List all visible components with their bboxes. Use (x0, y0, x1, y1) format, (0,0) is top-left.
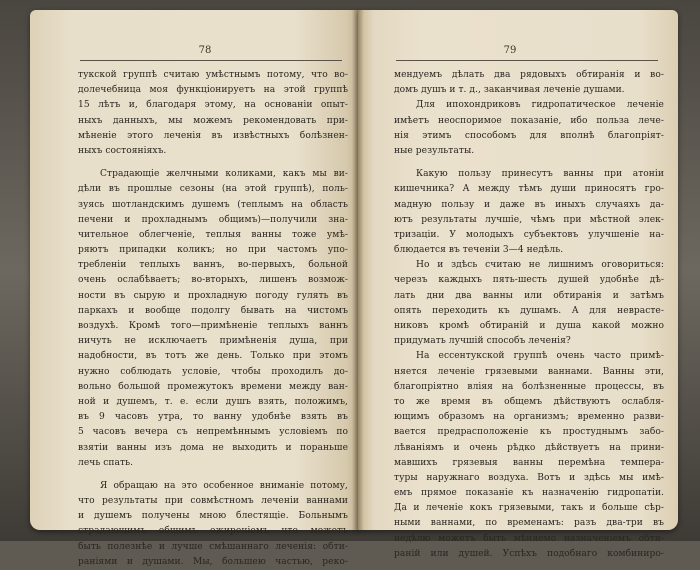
text-line: раніями и душами. Мы, большею частью, реко- (78, 556, 348, 567)
page-body-text (78, 68, 348, 570)
header-rule (396, 60, 658, 61)
text-line: надобности, въ тотъ же день. Только при этомъ (78, 351, 348, 362)
text-line: опять переходить къ душамъ. А для неврасте- (394, 305, 664, 316)
text-line: 5 часовъ вечера съ непремѣннымъ условіемъ по (78, 427, 348, 438)
text-line: взятіи ванны изъ дома не выходить и пораньше (78, 442, 348, 453)
text-line: ными ваннами, по временамъ: разъ два-три въ (394, 518, 664, 529)
text-line: Для ипохондриковъ гидропатическое леченіе (416, 100, 664, 111)
text-line: въ 9 часовъ утра, то ванну удобнѣе взять въ (78, 412, 348, 423)
text-line: ности въ сырую и прохладную погоду гулять въ (78, 290, 348, 301)
text-line: блюдается въ теченіи 3—4 недѣль. (394, 245, 564, 256)
paragraph-gap (394, 159, 664, 167)
text-line: тризаціи. У молодыхъ субъектовъ улучшеніе на- (394, 229, 664, 240)
text-line: мендуемъ дѣлать два рядовыхъ обтиранія и во- (394, 70, 664, 80)
text-line: ющимъ образомъ на организмъ; временно разви- (394, 412, 664, 423)
paragraph-gap (78, 159, 348, 167)
text-line: ныхъ данныхъ, мы можемъ рекомендовать при- (78, 115, 348, 126)
text-line: имѣетъ неоспоримое показаніе, ибо польза лече- (394, 115, 664, 126)
text-line: Какую пользу принесутъ ванны при атоніи (416, 169, 664, 180)
text-line: что результаты при совмѣстномъ леченіи ваннами (78, 496, 348, 507)
text-line: недѣлю можетъ быть мѣняемо назначеніемъ обти- (394, 533, 664, 544)
text-line: долечебница моя функціонируетъ на этой группѣ (78, 85, 348, 96)
text-line: лать дни два ванны или обтиранія и затѣмъ (394, 290, 664, 301)
text-line: няется леченіе грязевыми ваннами. Ванны эти, (394, 366, 664, 377)
text-line: то же время въ общемъ дѣйствуютъ ослабля- (394, 396, 664, 407)
text-line: 15 лѣтъ и, благодаря этому, на основаніи опыт- (78, 100, 348, 111)
text-line: очень ослабѣваетъ; во-вторыхъ, лишенъ возмож- (78, 275, 348, 286)
text-line: емъ прямое показаніе къ назначенію гидропатіи. (394, 488, 664, 499)
text-line: лечь спать. (78, 457, 134, 468)
text-line: На ессентукской группѣ очень часто примѣ- (416, 351, 664, 362)
text-line: Страдающіе желчными коликами, какъ мы ви- (100, 169, 348, 180)
page-body-text (394, 68, 664, 562)
text-line: Я обращаю на это особенное вниманіе потому, (100, 480, 348, 491)
text-line: требленіи теплыхъ ваннъ, во-первыхъ, больной (78, 260, 348, 271)
header-rule (80, 60, 342, 61)
text-line: зуясь шотландскимъ душемъ (теплымъ на область (78, 199, 348, 210)
text-line: паркахъ и вообще подолгу бывать на чистомъ (78, 305, 348, 316)
text-line: лѣваніямъ и очень рѣдко дѣйствуетъ на прини- (394, 442, 664, 453)
text-line: чительное облегченіе, теплыя ванны тоже умѣ- (78, 229, 348, 240)
text-line: тукской группѣ считаю умѣстнымъ потому, что во- (78, 70, 348, 80)
text-line: черезъ каждыхъ пять-шесть душей удобнѣе дѣ- (394, 275, 664, 286)
text-line: придумать лучшій способъ леченія? (394, 336, 571, 347)
text-line: ничуть не исключаетъ примѣненія душа, при (78, 336, 348, 347)
text-line: дѣли въ прошлые сезоны (на этой группѣ), поль- (78, 184, 348, 195)
text-line: мѣненіе этого леченія въ извѣстныхъ болѣзнен- (78, 130, 348, 141)
text-line: туры наружнаго воздуха. Вотъ и здѣсь мы имѣ- (394, 472, 664, 483)
text-line: ные результаты. (394, 145, 475, 156)
text-line: нужно соблюдать условіе, чтобы проходилъ до- (78, 366, 348, 377)
text-line: раній или душей. Успѣхъ подобнаго комбиниро- (394, 548, 664, 559)
text-line: Но и здѣсь считаю не лишнимъ оговориться: (416, 260, 664, 271)
text-line: Да и леченіе кокъ грязевыми, такъ и больше сѣр- (394, 503, 664, 514)
page-number: 78 (198, 45, 212, 56)
text-line: печени и прохладнымъ общимъ)—получили зна- (78, 214, 348, 225)
text-line: благопріятно вліяя на болѣзненные процессы, въ (394, 381, 664, 392)
text-line: воздухѣ. Кромѣ того—примѣненіе теплыхъ ваннъ (78, 321, 348, 331)
text-line: никовъ кромѣ обтираній и душа какой можно (394, 321, 664, 331)
text-line: мадную пользу и даже въ иныхъ случаяхъ да- (394, 199, 664, 210)
text-line: ной и душемъ, т. е. если душъ взять, положимъ, (78, 396, 348, 407)
text-line: и душемъ получены мною блестящіе. Больнымъ (78, 511, 348, 522)
text-line: ютъ результаты лучшіе, чѣмъ при мѣстной элек- (394, 214, 664, 225)
text-line: домъ душъ и т. д., заканчивая леченіе душами. (394, 85, 625, 96)
text-line: ряютъ припадки коликъ; но при частомъ упо- (78, 245, 348, 256)
text-line: вольно большой промежутокъ времени между ван- (78, 381, 348, 392)
right-page (358, 10, 678, 559)
paragraph-gap (78, 471, 348, 479)
text-line: мавшихъ грязевыя ванны перемѣна темпера- (394, 457, 664, 468)
page-number: 79 (503, 45, 517, 56)
text-line: быть полезнѣе и лучше смѣшаннаго леченія: обти- (78, 541, 348, 552)
left-page (30, 10, 360, 567)
text-line: кишечника? А между тѣмъ души приносятъ гро- (394, 184, 664, 195)
text-line: ныхъ состояніяхъ. (78, 145, 167, 156)
text-line: нія этимъ способомъ для вполнѣ благопріят- (394, 130, 664, 141)
text-line: страдающимъ общимъ ожиреніемъ что можетъ (78, 526, 348, 537)
book-gutter (352, 10, 364, 530)
text-line: вается предрасположеніе къ простуднымъ забо- (394, 427, 664, 438)
